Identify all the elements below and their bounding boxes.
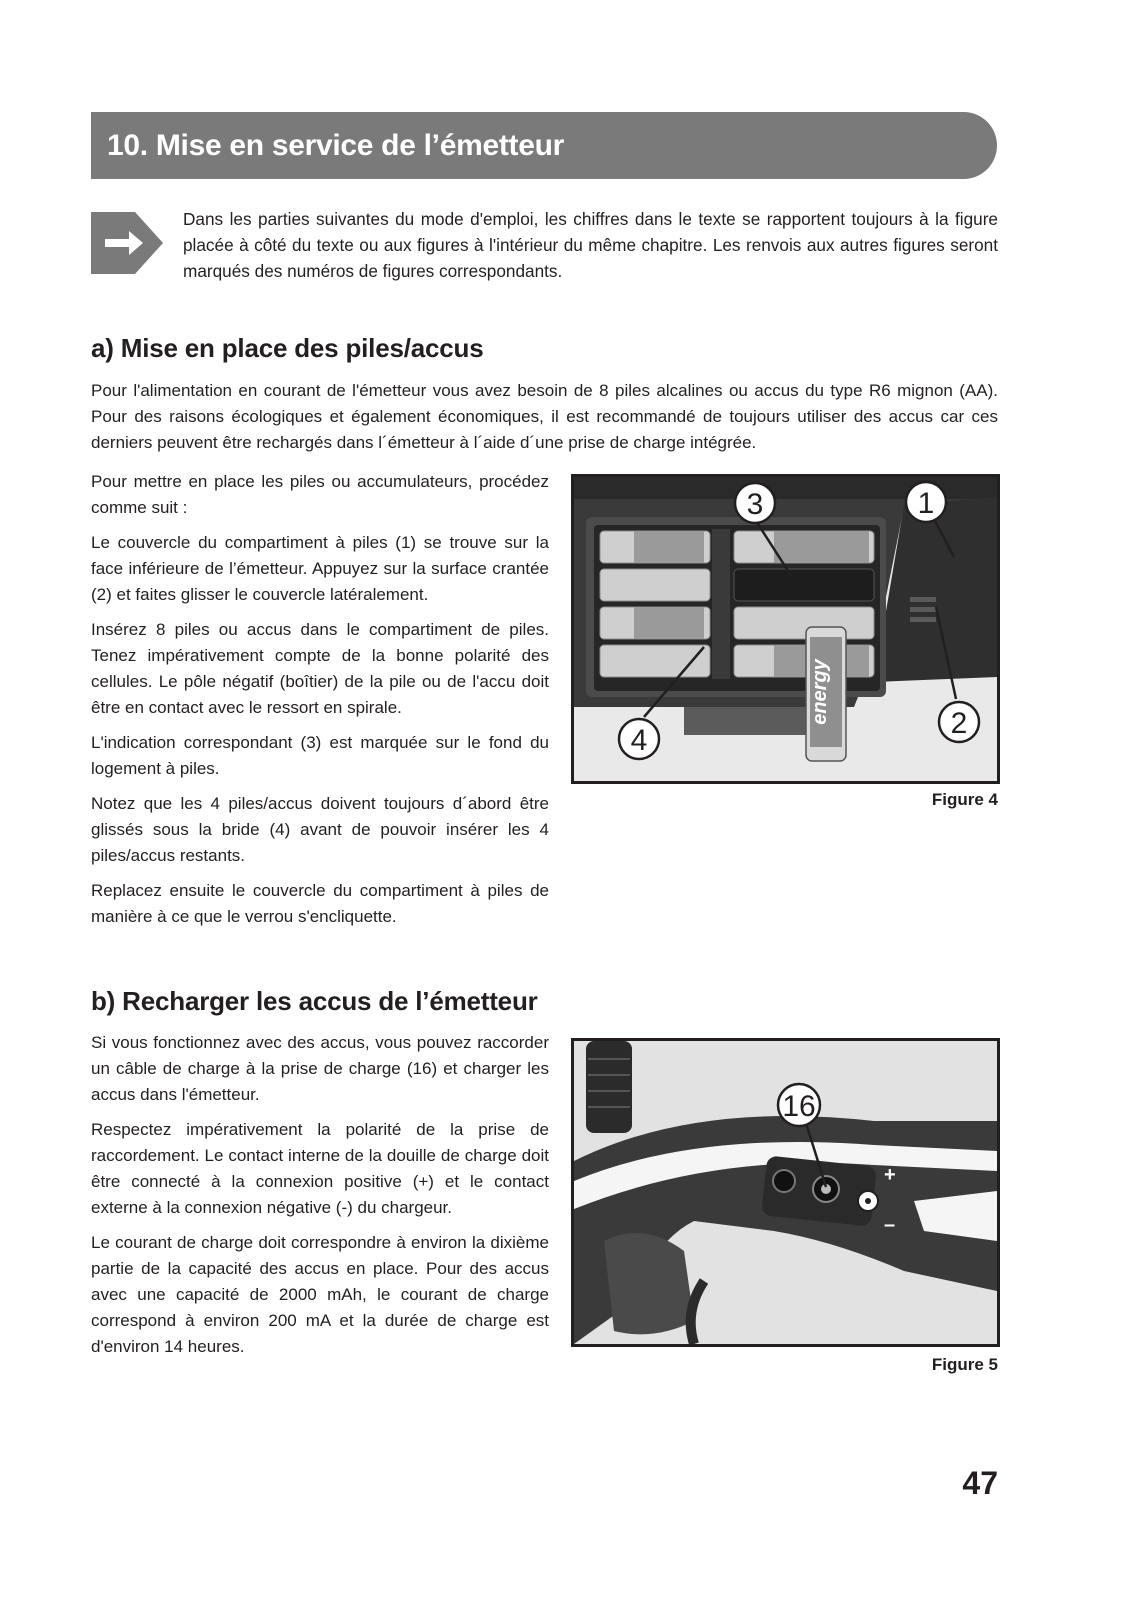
callout-16-label: 16 [782,1090,816,1123]
chapter-header-bar [91,112,997,179]
battery-label: energy [809,659,831,725]
page-number: 47 [962,1465,998,1501]
paragraph: Si vous fonctionnez avec des accus, vous pouvez raccorder un câble de charge à la prise de charge (16) et charger les accus dans l'émetteur. [91,1033,549,1104]
note-text: Dans les parties suivantes du mode d'emploi, les chiffres dans le texte se rapportent toujours à la figure placée à côté du texte ou aux figures à l'intérieur du même chapitre. Les renvois aux autres figures seront marqués des numéros de figures correspondants. [183,209,998,281]
callout-2-label: 2 [950,707,968,740]
paragraph: L'indication correspondant (3) est marquée sur le fond du logement à piles. [91,733,549,778]
polarity-minus: – [884,1214,896,1236]
figure-5-photo [571,1038,1000,1347]
paragraph: Le courant de charge doit correspondre à environ la dixième partie de la capacité des accus en place. Pour des accus avec une capacité de 2000 mAh, le courant de charge correspond à environ 200 mA et la durée de charge est d'environ 14 heures. [91,1233,549,1356]
callout-4-label: 4 [630,724,648,757]
figure-4-caption: Figure 4 [931,790,998,809]
section-b-column [91,1030,549,1369]
section-a-intro: Pour l'alimentation en courant de l'émetteur vous avez besoin de 8 piles alcalines ou accus du type R6 mignon (AA). Pour des raisons écologiques et également économiques, il est recommandé de toujours utiliser des accus car ces derniers peuvent être rechargés dans l´émetteur à l´aide d´une prise de charge intégrée. [91,381,998,452]
section-b-heading: b) Recharger les accus de l’émetteur [91,986,538,1016]
section-a-column [91,469,549,939]
callout-1-label: 1 [917,487,935,520]
paragraph: Respectez impérativement la polarité de la prise de raccordement. Le contact interne de la douille de charge doit être connecté à la connexion positive (+) et le contact externe à la connexion négative (-) du chargeur. [91,1120,549,1217]
paragraph: Pour mettre en place les piles ou accumulateurs, procédez comme suit : [91,472,549,517]
paragraph: Le couvercle du compartiment à piles (1) se trouve sur la face inférieure de l’émetteur. Appuyez sur la surface crantée (2) et faites glisser le couvercle latéralement. [91,533,549,604]
figure-4-photo [571,474,1000,784]
section-a-heading: a) Mise en place des piles/accus [91,333,484,363]
paragraph: Replacez ensuite le couvercle du compartiment à piles de manière à ce que le verrou s'encliquette. [91,881,549,926]
polarity-plus: + [884,1164,896,1186]
callout-3-label: 3 [746,488,764,521]
paragraph: Notez que les 4 piles/accus doivent toujours d´abord être glissés sous la bride (4) avant de pouvoir insérer les 4 piles/accus restants. [91,794,549,865]
chapter-title: 10. Mise en service de l’émetteur [107,129,565,162]
figure-5-caption: Figure 5 [931,1355,998,1374]
arrow-right-icon [91,212,163,274]
paragraph: Insérez 8 piles ou accus dans le compartiment de piles. Tenez impérativement compte de la bonne polarité des cellules. Le pôle négatif (boîtier) de la pile ou de l'accu doit être en contact avec le ressort en spirale. [91,620,549,717]
